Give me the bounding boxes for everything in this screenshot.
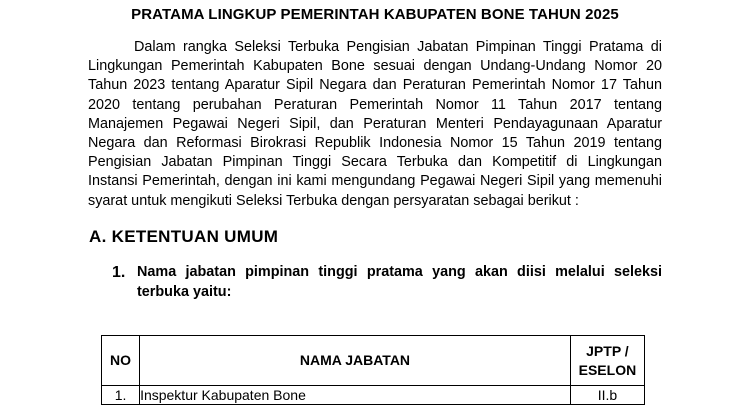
intro-line: Tahun 2023 tentang Aparatur Sipil Negara dan Peraturan Pemerintah Nomor 17 Tahun: [88, 77, 662, 94]
intro-line: Negara dan Reformasi Birokrasi Republik Indonesia Nomor 15 Tahun 2019 tentang: [88, 135, 662, 152]
intro-line: Dalam rangka Seleksi Terbuka Pengisian Jabatan Pimpinan Tinggi Pratama di: [134, 39, 662, 55]
intro-line: Instansi Pemerintah, dengan ini kami mengundang Pegawai Negeri Sipil yang memenuhi: [88, 173, 662, 190]
table-header-row: [102, 336, 645, 386]
section-heading-ketentuan-umum: A. KETENTUAN UMUM: [89, 227, 279, 246]
header-eselon-line1: JPTP /: [586, 342, 629, 359]
cell-no: 1.: [102, 386, 140, 405]
intro-line: Manajemen Pegawai Negeri Sipil, dan Peraturan Menteri Pendayagunaan Aparatur: [88, 115, 662, 132]
document-title: PRATAMA LINGKUP PEMERINTAH KABUPATEN BONE TAHUN 2025: [131, 6, 619, 23]
list-item-line: Nama jabatan pimpinan tinggi pratama yang akan diisi melalui seleksi: [137, 264, 662, 280]
intro-line: syarat untuk mengikuti Seleksi Terbuka dengan persyaratan sebagai berikut :: [88, 192, 579, 209]
intro-line: 2020 tentang perubahan Peraturan Pemerintah Nomor 11 Tahun 2017 tentang: [88, 96, 662, 113]
header-no: NO: [102, 336, 140, 386]
intro-line: Lingkungan Pemerintah Kabupaten Bone sesuai dengan Undang-Undang Nomor 20: [88, 58, 662, 75]
header-eselon: [570, 336, 644, 386]
header-eselon-line2: ESELON: [578, 361, 637, 378]
jabatan-table: [101, 335, 645, 405]
list-item-line: terbuka yaitu:: [137, 283, 232, 300]
cell-eselon: II.b: [570, 386, 644, 405]
list-item-text: [137, 263, 662, 302]
list-item-number: 1.: [112, 264, 126, 281]
intro-paragraph: [88, 38, 662, 211]
table-row: [102, 386, 645, 405]
cell-nama-jabatan: Inspektur Kabupaten Bone: [140, 386, 571, 405]
intro-line: Pengisian Jabatan Pimpinan Tinggi Secara Terbuka dan Kompetitif di Lingkungan: [88, 154, 662, 171]
header-nama-jabatan: NAMA JABATAN: [140, 336, 571, 386]
